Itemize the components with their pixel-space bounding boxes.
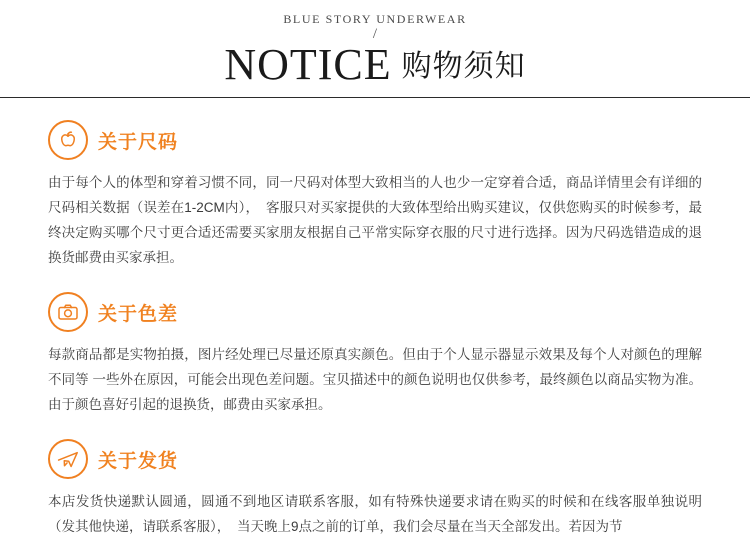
section-color-body: 每款商品都是实物拍摄，图片经处理已尽量还原真实颜色。但由于个人显示器显示效果及每个人对颜色的理解不同等 一些外在原因，可能会出现色差问题。宝贝描述中的颜色说明也仅供参考，最终颜色以商品实物为准。由于颜色喜好引起的退换货，邮费由买家承担。 bbox=[48, 347, 702, 413]
section-sizing bbox=[48, 120, 702, 270]
section-shipping-title: 关于发货 bbox=[98, 450, 179, 472]
section-shipping-head bbox=[48, 439, 702, 479]
header-divider bbox=[0, 97, 750, 98]
header-slash-divider: / bbox=[372, 26, 378, 42]
section-shipping-body: 本店发货快递默认圆通，圆通不到地区请联系客服，如有特殊快递要求请在购买的时候和在线客服单独说明（发其他快递，请联系客服）， 当天晚上9点之前的订单，我们会尽量在当天全部发出。若因为节 bbox=[48, 494, 702, 535]
section-color-head bbox=[48, 292, 702, 332]
page-title-cn: 购物须知 bbox=[401, 50, 526, 83]
page-title bbox=[0, 42, 750, 88]
section-color-title: 关于色差 bbox=[98, 303, 179, 325]
page-header bbox=[0, 0, 750, 98]
section-sizing-body: 由于每个人的体型和穿着习惯不同，同一尺码对体型大致相当的人也少一定穿着合适，商品详情里会有详细的尺码相关数据（误差在1-2CM内）， 客服只对买家提供的大致体型给出购买建议，仅供您购买的时候参考，最终决定购买哪个尺寸更合适还需要买家朋友根据自己平常实际穿衣服的尺寸进行选择。因为尺码选错造成的退换货邮费由买家承担。 bbox=[48, 175, 702, 266]
page-title-en: NOTICE bbox=[224, 40, 392, 89]
section-shipping bbox=[48, 439, 702, 539]
apple-icon bbox=[48, 120, 88, 160]
notice-sections bbox=[0, 120, 750, 539]
airplane-icon bbox=[48, 439, 88, 479]
camera-icon bbox=[48, 292, 88, 332]
section-color bbox=[48, 292, 702, 417]
section-sizing-title: 关于尺码 bbox=[98, 131, 179, 153]
section-sizing-head bbox=[48, 120, 702, 160]
brand-eyebrow: BLUE STORY UNDERWEAR bbox=[283, 12, 467, 26]
